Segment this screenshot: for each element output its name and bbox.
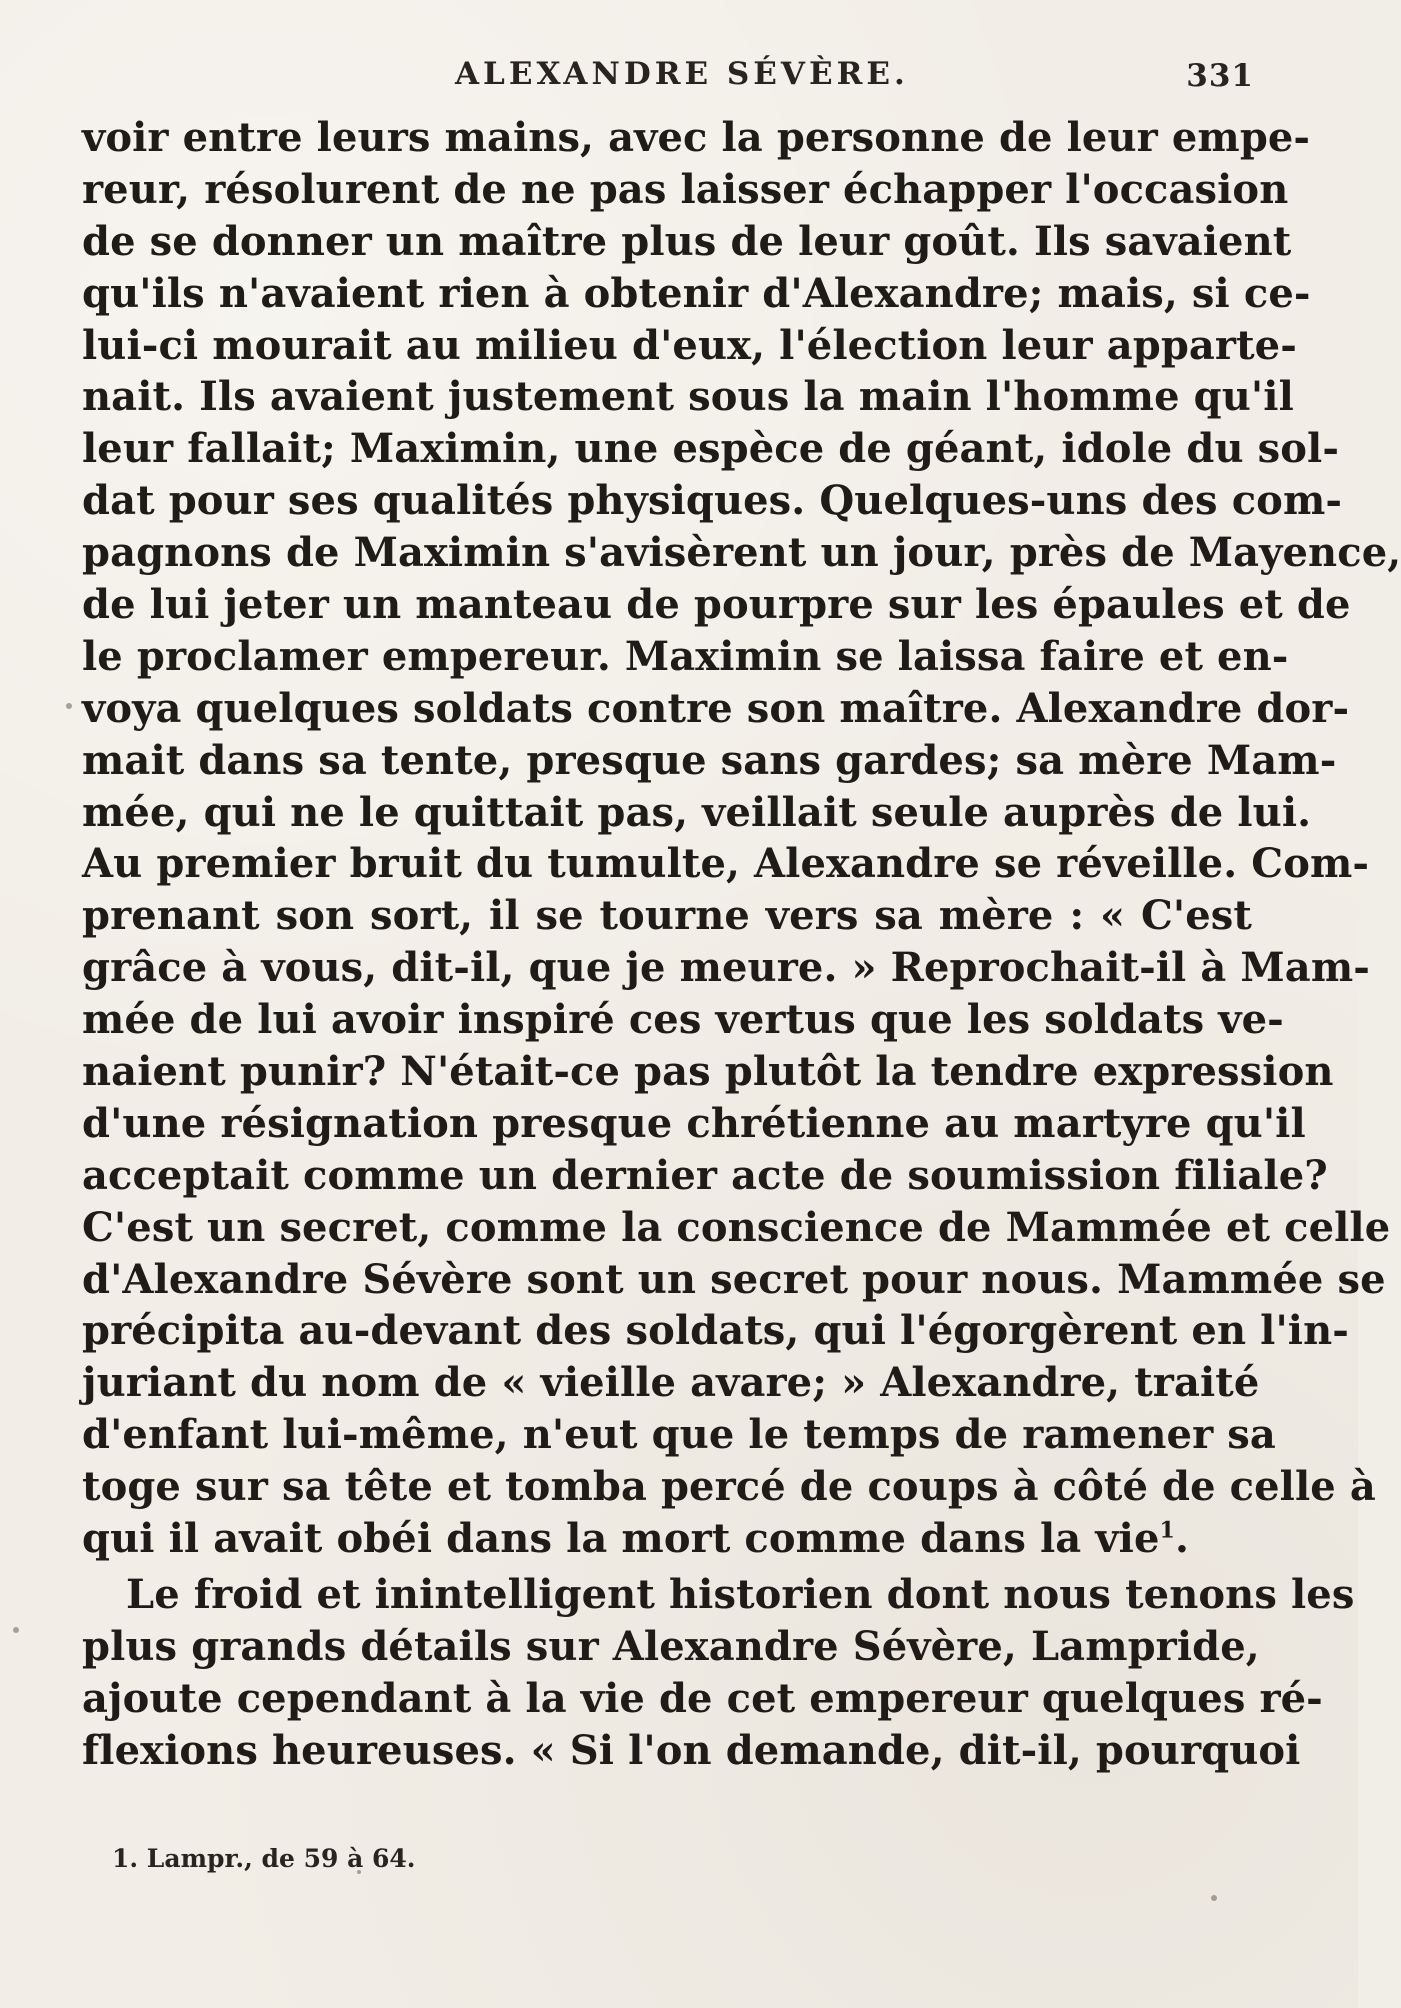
text-line: C'est un secret, comme la conscience de Mammée et celle	[82, 1203, 1391, 1251]
text-line: de lui jeter un manteau de pourpre sur les épaules et de	[82, 581, 1351, 629]
text-line: grâce à vous, dit-il, que je meure. » Reprochait-il à Mam-	[82, 944, 1370, 992]
text-line: voir entre leurs mains, avec la personne de leur empe-	[82, 114, 1311, 161]
running-head: ALEXANDRE SÉVÈRE.	[455, 56, 909, 92]
paper-speck	[1211, 1895, 1217, 1901]
text-line: qu'ils n'avaient rien à obtenir d'Alexandre; mais, si ce-	[82, 269, 1311, 317]
last-line-text: qui il avait obéi dans la mort comme dans la vie	[82, 1515, 1160, 1563]
footnote-marker: 1	[1159, 1517, 1175, 1544]
text-line: de se donner un maître plus de leur goût. Ils savaient	[82, 217, 1292, 265]
text-line: mait dans sa tente, presque sans gardes; sa mère Mam-	[82, 736, 1337, 784]
paragraph-2	[82, 1569, 1355, 1777]
text-line: plus grands détails sur Alexandre Sévère, Lampride,	[82, 1622, 1260, 1670]
paper-speck	[13, 1627, 19, 1633]
text-line: Au premier bruit du tumulte, Alexandre se réveille. Com-	[82, 840, 1370, 888]
text-line: pagnons de Maximin s'avisèrent un jour, près de Mayence,	[82, 529, 1401, 577]
text-line: dat pour ses qualités physiques. Quelques-uns des com-	[82, 477, 1343, 525]
last-line-end: .	[1174, 1515, 1189, 1563]
text-line: prenant son sort, il se tourne vers sa mère : « C'est	[82, 892, 1252, 940]
body-text	[82, 112, 1401, 1777]
text-line: reur, résolurent de ne pas laisser échapper l'occasion	[82, 165, 1289, 213]
page-number: 331	[1186, 58, 1254, 94]
text-line: Le froid et inintelligent historien dont nous tenons les	[126, 1570, 1355, 1618]
paper-speck	[357, 1870, 361, 1874]
footnote: 1. Lampr., de 59 à 64.	[112, 1844, 416, 1873]
text-line: lui-ci mourait au milieu d'eux, l'élection leur apparte-	[82, 321, 1297, 369]
text-line: d'enfant lui-même, n'eut que le temps de ramener sa	[82, 1411, 1276, 1459]
text-line: ajoute cependant à la vie de cet empereur quelques ré-	[82, 1674, 1323, 1722]
text-line: le proclamer empereur. Maximin se laissa faire et en-	[82, 632, 1289, 680]
text-line: précipita au-devant des soldats, qui l'égorgèrent en l'in-	[82, 1307, 1349, 1355]
paragraph-1	[82, 112, 1401, 1565]
text-line: acceptait comme un dernier acte de soumission filiale?	[82, 1151, 1328, 1199]
text-line: juriant du nom de « vieille avare; » Alexandre, traité	[82, 1359, 1260, 1407]
paper-speck	[66, 703, 72, 709]
text-line: d'une résignation presque chrétienne au martyre qu'il	[82, 1099, 1306, 1147]
text-line: toge sur sa tête et tomba percé de coups à côté de celle à	[82, 1463, 1376, 1511]
text-line-last	[82, 1513, 1252, 1565]
text-line: naient punir? N'était-ce pas plutôt la tendre expression	[82, 1048, 1334, 1096]
text-line: d'Alexandre Sévère sont un secret pour nous. Mammée se	[82, 1255, 1386, 1303]
text-line: flexions heureuses. « Si l'on demande, dit-il, pourquoi	[82, 1726, 1301, 1774]
text-line: mée de lui avoir inspiré ces vertus que les soldats ve-	[82, 996, 1284, 1044]
text-line: nait. Ils avaient justement sous la main l'homme qu'il	[82, 373, 1294, 421]
text-line: leur fallait; Maximin, une espèce de géant, idole du sol-	[82, 425, 1340, 473]
text-line: voya quelques soldats contre son maître. Alexandre dor-	[82, 684, 1350, 732]
text-line: mée, qui ne le quittait pas, veillait seule auprès de lui.	[82, 788, 1312, 836]
